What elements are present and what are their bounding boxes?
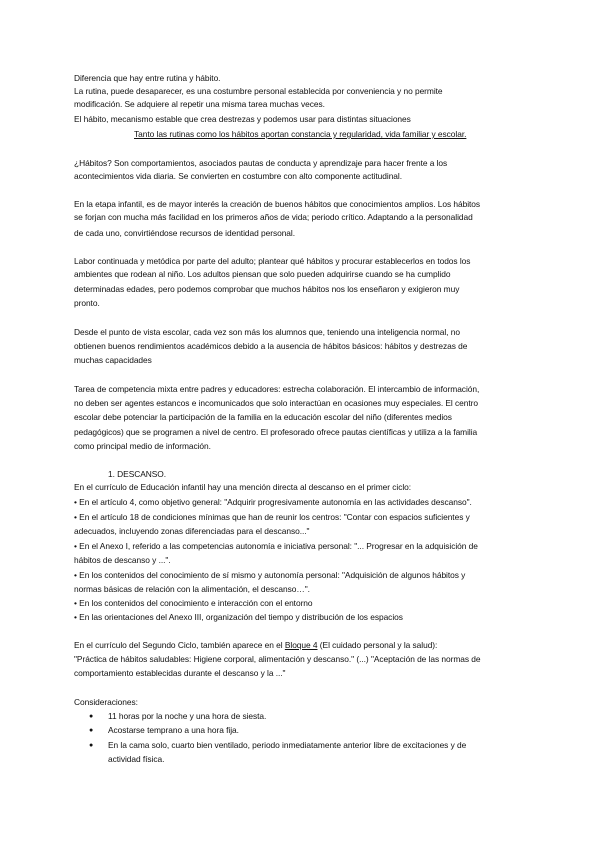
intro-title: Diferencia que hay entre rutina y hábito. bbox=[74, 73, 221, 83]
descanso-item: adecuados, incluyendo zonas diferenciadas para el descanso..." bbox=[74, 526, 310, 536]
bullet-icon: ● bbox=[89, 742, 94, 749]
escolar-line-3: muchas capacidades bbox=[74, 355, 152, 365]
descanso-item: • En el Anexo I, referido a las competencias autonomía e iniciativa personal: "... Progresar en la adquisición de bbox=[74, 541, 478, 551]
labor-line-1: Labor continuada y metódica por parte del adulto; plantear qué hábitos y procurar establecerlos en todos los bbox=[74, 256, 471, 266]
segundo-ciclo-suffix: (El cuidado personal y la salud): bbox=[317, 640, 438, 650]
descanso-item: normas básicas de relación con la alimentación, el descanso…". bbox=[74, 584, 310, 594]
escolar-line-2: obtienen buenos rendimientos académicos debido a la ausencia de hábitos básicos: hábitos y destrezas de bbox=[74, 341, 468, 351]
labor-line-3: determinadas edades, pero podemos comprobar que muchos hábitos nos los enseñaron y exigieron muy bbox=[74, 284, 460, 294]
descanso-intro: En el currículo de Educación infantil hay una mención directa al descanso en el primer ciclo: bbox=[74, 482, 412, 492]
descanso-item: • En el artículo 18 de condiciones mínimas que han de reunir los centros: "Contar con espacios suficientes y bbox=[74, 512, 470, 522]
consideracion-item: Acostarse temprano a una hora fija. bbox=[108, 725, 239, 735]
infantil-line-3: de cada uno, convirtiéndose recursos de identidad personal. bbox=[74, 228, 295, 238]
descanso-heading: 1. DESCANSO. bbox=[108, 469, 167, 479]
labor-line-4: pronto. bbox=[74, 298, 100, 308]
intro-conclusion: Tanto las rutinas como los hábitos aportan constancia y regularidad, vida familiar y escolar. bbox=[134, 129, 467, 139]
tarea-line-2: no deben ser agentes estancos e incomunicados que solo interactúan en ocasiones muy especiales. El centro bbox=[74, 398, 478, 408]
escolar-line-1: Desde el punto de vista escolar, cada vez son más los alumnos que, teniendo una inteligencia normal, no bbox=[74, 327, 460, 337]
tarea-line-1: Tarea de competencia mixta entre padres y educadores: estrecha colaboración. El intercambio de información, bbox=[74, 384, 480, 394]
tarea-line-4: pedagógicos) que se programen a nivel de centro. El profesorado ofrece pautas científicas y utiliza a la familia bbox=[74, 427, 478, 437]
segundo-ciclo-prefix: En el currículo del Segundo Ciclo, también aparece en el bbox=[74, 640, 285, 650]
descanso-item: • En las orientaciones del Anexo III, organización del tiempo y distribución de los espacios bbox=[74, 612, 403, 622]
bullet-icon: ● bbox=[89, 713, 94, 720]
bullet-icon: ● bbox=[89, 727, 94, 734]
infantil-line-2: se forjan con mucha más facilidad en los primeros años de vida; periodo crítico. Adaptando a la personalidad bbox=[74, 212, 473, 222]
segundo-ciclo-line-1 bbox=[74, 640, 437, 651]
consideracion-item-cont: actividad física. bbox=[108, 754, 165, 764]
rutina-line: La rutina, puede desaparecer, es una costumbre personal establecida por conveniencia y no permite bbox=[74, 86, 443, 96]
segundo-ciclo-line-2: "Práctica de hábitos saludables: Higiene corporal, alimentación y descanso." (...) "Aceptación de las normas de bbox=[74, 654, 481, 664]
tarea-line-5: como principal medio de información. bbox=[74, 441, 211, 451]
descanso-item: hábitos de descanso y ...". bbox=[74, 555, 171, 565]
consideracion-item: 11 horas por la noche y una hora de siesta. bbox=[108, 711, 267, 721]
consideraciones-heading: Consideraciones: bbox=[74, 697, 138, 707]
rutina-line-2: modificación. Se adquiere al repetir una misma tarea muchas veces. bbox=[74, 99, 325, 109]
habitos-line-2: acontecimientos vida diaria. Se convierten en costumbre con alto componente actitudinal. bbox=[74, 171, 403, 181]
descanso-item: • En el artículo 4, como objetivo general: "Adquirir progresivamente autonomía en las actividades descanso". bbox=[74, 497, 472, 507]
descanso-item: • En los contenidos del conocimiento e interacción con el entorno bbox=[74, 598, 313, 608]
infantil-line-1: En la etapa infantil, es de mayor interés la creación de buenos hábitos que conocimientos amplios. Los hábitos bbox=[74, 199, 481, 209]
tarea-line-3: escolar debe potenciar la participación de la familia en la educación escolar del niño (diferentes medios bbox=[74, 412, 452, 422]
labor-line-2: ambientes que rodean al niño. Los adultos piensan que solo pueden adquirirse cuando se ha cumplido bbox=[74, 269, 451, 279]
habito-line: El hábito, mecanismo estable que crea destrezas y podemos usar para distintas situaciones bbox=[74, 114, 411, 124]
segundo-ciclo-line-3: comportamiento establecidas durante el descanso y la ..." bbox=[74, 668, 286, 678]
consideracion-item: En la cama solo, cuarto bien ventilado, periodo inmediatamente anterior libre de excitaciones y de bbox=[108, 740, 467, 750]
bloque-4-link: Bloque 4 bbox=[284, 640, 318, 650]
habitos-line-1: ¿Hábitos? Son comportamientos, asociados pautas de conducta y aprendizaje para hacer frente a los bbox=[74, 158, 448, 168]
descanso-item: • En los contenidos del conocimiento de sí mismo y autonomía personal: "Adquisición de algunos hábitos y bbox=[74, 570, 466, 580]
